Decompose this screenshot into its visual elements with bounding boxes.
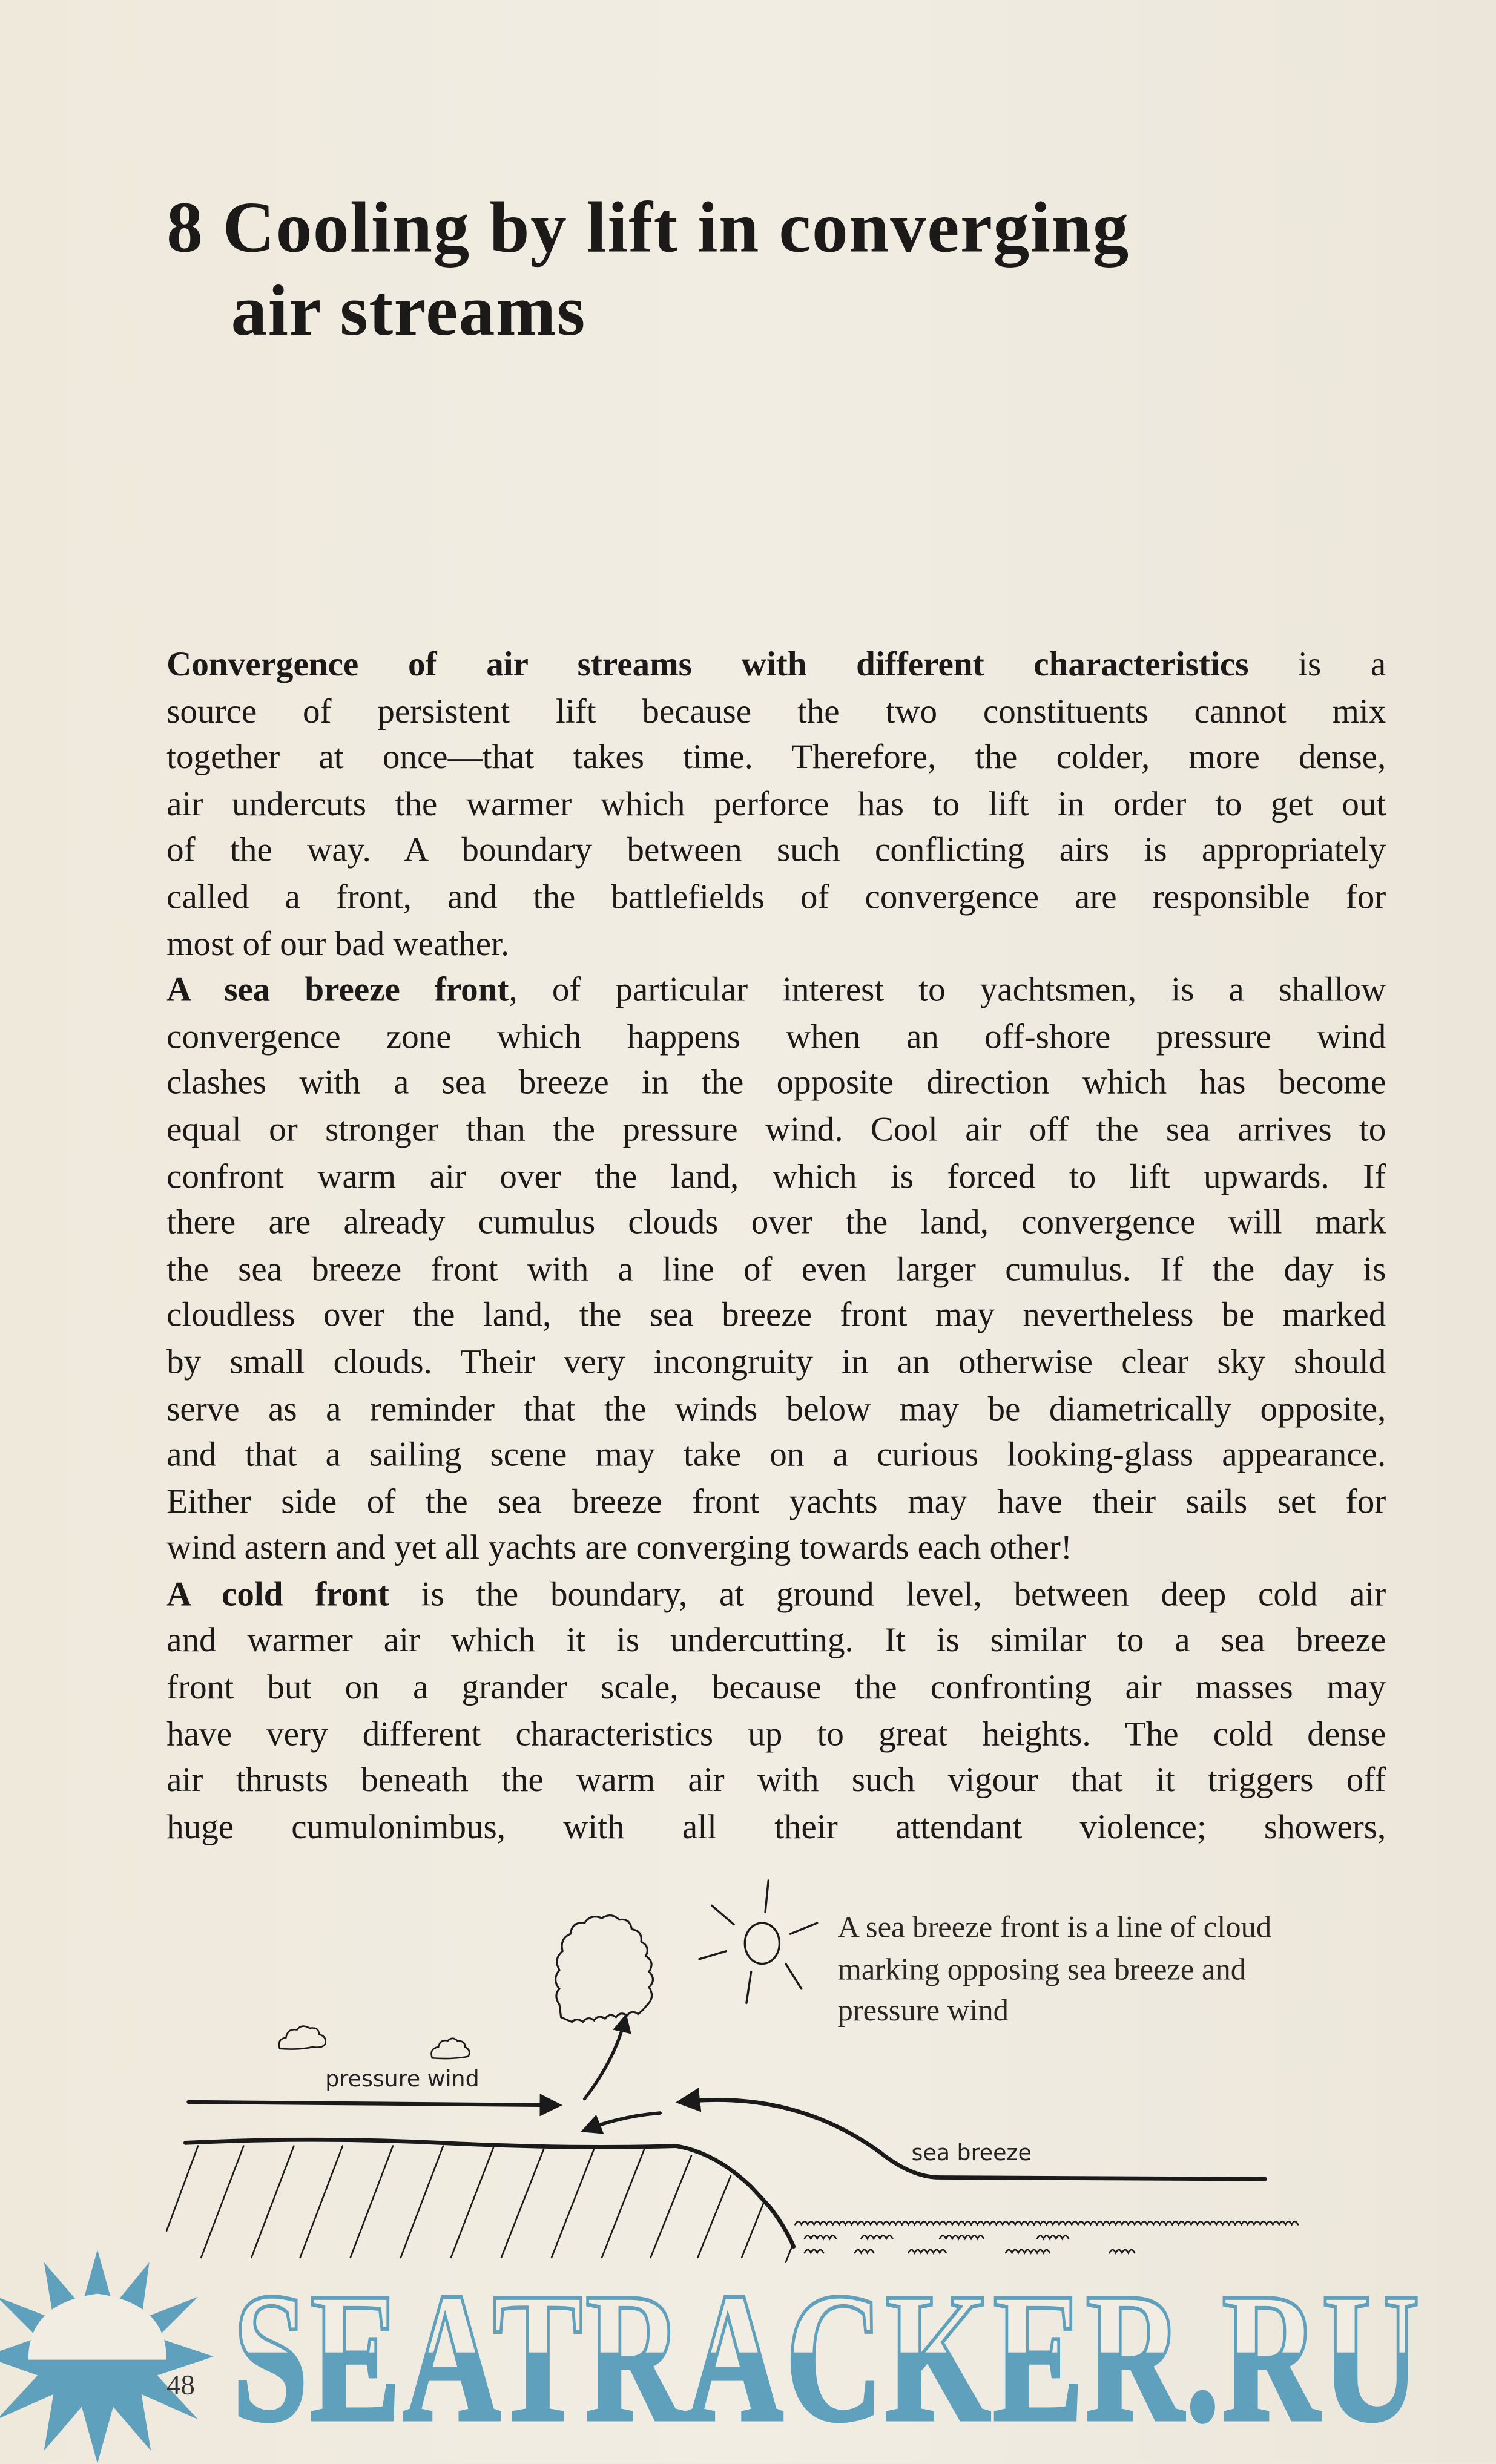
small-cloud-icon <box>279 2026 326 2049</box>
text-line-content: serve as a reminder that the winds below may be diametrically opposite, <box>166 1388 1386 1428</box>
land-hatching <box>166 2146 792 2262</box>
page-number: 48 <box>166 2369 195 2401</box>
sea-waves <box>795 2221 1298 2253</box>
pressure-wind-label: pressure wind <box>325 2065 479 2092</box>
paragraph-lead: A sea breeze front <box>166 969 509 1009</box>
caption-line: marking opposing sea breeze and <box>837 1953 1247 1987</box>
cumulus-cloud-icon <box>556 1916 653 2022</box>
text-line-content: and that a sailing scene may take on a curious looking-glass appearance. <box>166 1434 1386 1474</box>
text-line-content: equal or stronger than the pressure wind. Cool air off the sea arrives to <box>166 1109 1386 1149</box>
rising-air-arrow <box>585 2017 625 2099</box>
undercut-arrow <box>585 2113 661 2131</box>
text-line-content: , of particular interest to yachtsmen, is a shallow <box>509 969 1386 1009</box>
wave-line <box>805 2236 1069 2239</box>
text-line-content: the sea breeze front with a line of even larger cumulus. If the day is <box>166 1248 1386 1288</box>
sun-icon <box>699 1881 817 2003</box>
text-line-content: there are already cumulus clouds over the land, convergence will mark <box>166 1201 1386 1241</box>
text-line-content: confront warm air over the land, which is forced to lift upwards. If <box>166 1155 1386 1195</box>
text-line-content: convergence zone which happens when an off-shore pressure wind <box>166 1016 1386 1056</box>
caption-line: pressure wind <box>837 1995 1009 2028</box>
text-line-content: wind astern and yet all yachts are converging towards each other! <box>166 1527 1072 1567</box>
caption-line: A sea breeze front is a line of cloud <box>837 1911 1272 1945</box>
text-line-content: of the way. A boundary between such conflicting airs is appropriately <box>166 830 1386 870</box>
text-line-content: air undercuts the warmer which perforce has to lift in order to get out <box>166 783 1386 823</box>
chapter-title-line-2: air streams <box>231 270 586 350</box>
text-line-content: and warmer air which it is undercutting. It is similar to a sea breeze <box>166 1620 1386 1660</box>
watermark-sun-icon <box>0 2250 214 2463</box>
text-line-content: air thrusts beneath the warm air with such vigour that it triggers off <box>166 1759 1386 1799</box>
text-line-content: Either side of the sea breeze front yachts may have their sails set for <box>166 1480 1386 1520</box>
text-line-content: clashes with a sea breeze in the opposite direction which has become <box>166 1062 1386 1102</box>
text-line-content: together at once—that takes time. Therefore, the colder, more dense, <box>166 737 1386 777</box>
paragraph-lead: Convergence of air streams with different characteristics <box>166 644 1249 684</box>
text-line-content: have very different characteristics up to great heights. The cold dense <box>166 1713 1386 1753</box>
sea-breeze-label: sea breeze <box>911 2139 1032 2166</box>
pressure-wind-arrow <box>188 2102 558 2105</box>
text-line-content: is a <box>1248 644 1386 684</box>
chapter-title-line-1: 8 Cooling by lift in converging <box>166 186 1130 268</box>
small-cloud-icon <box>431 2039 469 2058</box>
text-line-content: by small clouds. Their very incongruity in an otherwise clear sky should <box>166 1341 1386 1381</box>
paragraph-lead: A cold front <box>166 1574 389 1614</box>
text-line-content: most of our bad weather. <box>166 923 510 962</box>
text-line-content: source of persistent lift because the two constituents cannot mix <box>166 691 1386 730</box>
watermark-text: SEATRACKER.RU <box>232 2255 1422 2460</box>
figure-caption <box>837 1909 1271 2034</box>
text-line-content: is the boundary, at ground level, between deep cold air <box>389 1574 1386 1614</box>
wave-line <box>795 2221 1298 2224</box>
watermark-logo <box>0 2250 1422 2463</box>
text-line-content: huge cumulonimbus, with all their attendant violence; showers, <box>166 1806 1386 1846</box>
text-line-content: front but on a grander scale, because the confronting air masses may <box>166 1667 1386 1706</box>
wave-line <box>805 2250 1135 2253</box>
text-line-content: called a front, and the battlefields of convergence are responsible for <box>166 876 1386 916</box>
text-line-content: cloudless over the land, the sea breeze front may nevertheless be marked <box>166 1295 1386 1335</box>
